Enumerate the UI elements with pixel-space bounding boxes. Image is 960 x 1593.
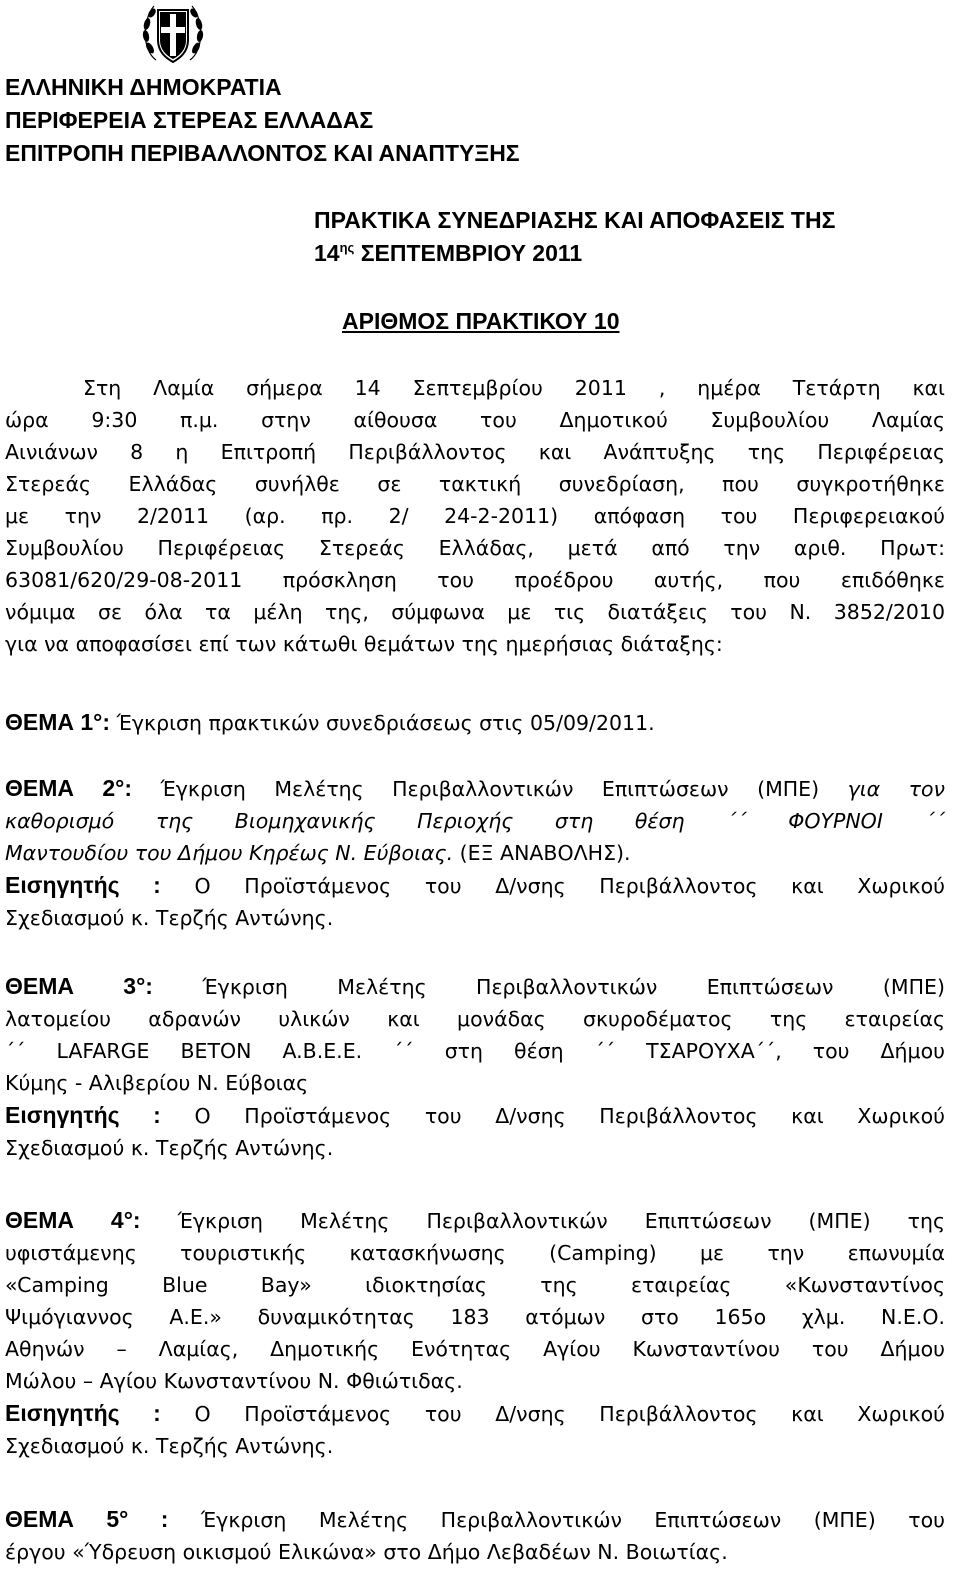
topic-3: ΘΕΜΑ 3°: Έγκριση Μελέτης Περιβαλλοντικών Επιπτώσεων (ΜΠΕ) λατομείου αδρανών υλικών και μονάδας σκυροδέματος της εταιρείας ΄΄ LAFARGE BETON A.B.E.E. ΄΄ στη θέση ΄΄ ΤΣΑΡΟΥΧΑ΄΄, του Δήμου Κύμης - Αλιβερίου Ν. Εύβοιας Εισηγητής : Ο Προϊστάμενος του Δ/νσης Περιβάλλοντος και Χωρικού Σχεδιασμού κ. Τερζής Αντώνης. bbox=[5, 973, 945, 1160]
intro-paragraph bbox=[5, 372, 945, 660]
topic-4: ΘΕΜΑ 4°: Έγκριση Μελέτης Περιβαλλοντικών Επιπτώσεων (ΜΠΕ) της υφιστάμενης τουριστικής κατασκήνωσης (Camping) με την επωνυμία «Camping Blue Bay» ιδιοκτησίας της εταιρείας «Κωνσταντίνος Ψιμόγιαννος Α.Ε.» δυναμικότητας 183 ατόμων στο 165ο χλμ. Ν.Ε.Ο. Αθηνών – Λαμίας, Δημοτικής Ενότητας Αγίου Κωνσταντίνου του Δήμου Μώλου – Αγίου Κωνσταντίνου Ν. Φθιώτιδας. Εισηγητής : Ο Προϊστάμενος του Δ/νσης Περιβάλλοντος και Χωρικού Σχεδιασμού κ. Τερζής Αντώνης. bbox=[5, 1207, 945, 1458]
intro-line: 63081/620/29-08-2011 πρόσκληση του προέδρου αυτής, που επιδόθηκε bbox=[5, 568, 945, 592]
title-line-1: ΠΡΑΚΤΙΚΑ ΣΥΝΕΔΡΙΑΣΗΣ ΚΑΙ ΑΠΟΦΑΣΕΙΣ ΤΗΣ bbox=[314, 207, 836, 233]
rapporteur-label: Εισηγητής : bbox=[5, 1102, 161, 1128]
intro-line: Συμβουλίου Περιφέρειας Στερεάς Ελλάδας, μετά από την αριθ. Πρωτ: bbox=[5, 536, 945, 560]
topic-1-label: ΘΕΜΑ 1°: bbox=[5, 709, 111, 735]
topic-5-label: ΘΕΜΑ 5° : bbox=[5, 1506, 169, 1532]
topic-4-label: ΘΕΜΑ 4°: bbox=[5, 1207, 141, 1233]
rapporteur-label: Εισηγητής : bbox=[5, 1400, 161, 1426]
topic-1 bbox=[5, 706, 945, 739]
title-date: $14^{\eta\varsigma}$ ΣΕΠΤΕΜΒΡΙΟΥ 2011 bbox=[314, 240, 583, 266]
topic-1-text: Έγκριση πρακτικών συνεδριάσεως στις 05/09/2011. bbox=[116, 711, 655, 735]
rapporteur-label: Εισηγητής : bbox=[5, 872, 161, 898]
intro-line: ώρα 9:30 π.μ. στην αίθουσα του Δημοτικού Συμβουλίου Λαμίας bbox=[5, 408, 945, 432]
topic-3-label: ΘΕΜΑ 3°: bbox=[5, 973, 153, 999]
intro-line: για να αποφασίσει επί των κάτωθι θεμάτων της ημερήσιας διάταξης: bbox=[5, 632, 723, 656]
header-line-3: ΕΠΙΤΡΟΠΗ ΠΕΡΙΒΑΛΛΟΝΤΟΣ ΚΑΙ ΑΝΑΠΤΥΞΗΣ bbox=[5, 140, 520, 166]
intro-line: Αινιάνων 8 η Επιτροπή Περιβάλλοντος και Ανάπτυξης της Περιφέρειας bbox=[5, 440, 945, 464]
intro-line: με την 2/2011 (αρ. πρ. 2/ 24-2-2011) απόφαση του Περιφερειακού bbox=[5, 504, 945, 528]
intro-line: νόμιμα σε όλα τα μέλη της, σύμφωνα με τις διατάξεις του Ν. 3852/2010 bbox=[5, 600, 945, 624]
greek-coat-of-arms-icon bbox=[138, 0, 208, 70]
intro-line: Στερεάς Ελλάδας συνήλθε σε τακτική συνεδρίαση, που συγκροτήθηκε bbox=[5, 472, 945, 496]
header-line-1: ΕΛΛΗΝΙΚΗ ΔΗΜΟΚΡΑΤΙΑ bbox=[5, 74, 282, 100]
topic-2-label: ΘΕΜΑ 2°: bbox=[5, 775, 132, 801]
header-line-2: ΠΕΡΙΦΕΡΕΙΑ ΣΤΕΡΕΑΣ ΕΛΛΑΔΑΣ bbox=[5, 107, 374, 133]
minutes-number: ΑΡΙΘΜΟΣ ΠΡΑΚΤΙΚΟΥ 10 bbox=[342, 308, 620, 334]
topic-2: ΘΕΜΑ 2°: Έγκριση Μελέτης Περιβαλλοντικών Επιπτώσεων (ΜΠΕ) για τον καθορισμό της Βιομηχανικής Περιοχής στη θέση ΄΄ ΦΟΥΡΝΟΙ ΄΄ Μαντουδίου του Δήμου Κηρέως Ν. Εύβοιας. (ΕΞ ΑΝΑΒΟΛΗΣ). Εισηγητής : Ο Προϊστάμενος του Δ/νσης Περιβάλλοντος και Χωρικού Σχεδιασμού κ. Τερζής Αντώνης. bbox=[5, 775, 945, 930]
intro-line: Στη Λαμία σήμερα 14 Σεπτεμβρίου 2011 , ημέρα Τετάρτη και bbox=[83, 376, 945, 400]
topic-5: ΘΕΜΑ 5° : Έγκριση Μελέτης Περιβαλλοντικών Επιπτώσεων (ΜΠΕ) του έργου «Ύδρευση οικισμού Ελικώνα» στο Δήμο Λεβαδέων Ν. Βοιωτίας. bbox=[5, 1506, 945, 1564]
